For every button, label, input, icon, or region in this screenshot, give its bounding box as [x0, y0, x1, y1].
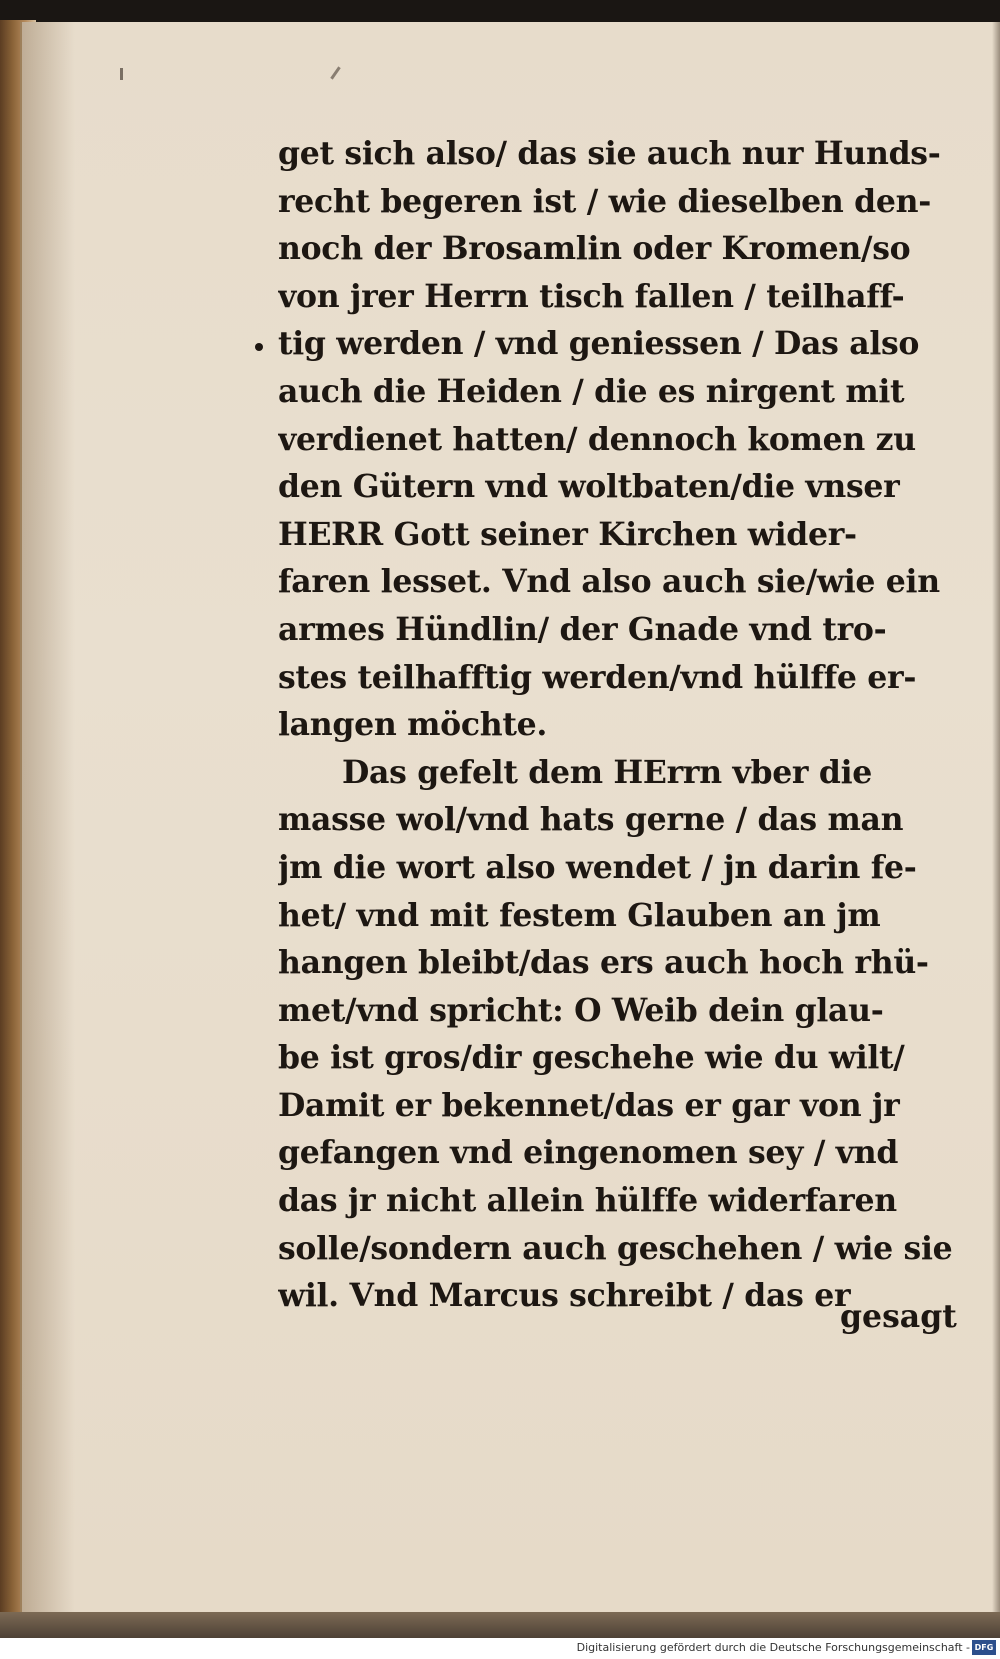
text-line: das jr nicht allein hülffe widerfaren — [278, 1182, 897, 1220]
text-line: get sich also/ das sie auch nur Hunds- — [278, 135, 941, 172]
text-line: jm die wort also wendet / jn darin fe- — [278, 848, 917, 886]
text-line: met/vnd spricht: O Weib dein glau- — [278, 991, 884, 1029]
footer-credit: Digitalisierung gefördert durch die Deutsche Forschungsgemeinschaft - — [576, 1641, 970, 1654]
paragraph-start-line: Das gefelt dem HErrn vber die — [342, 753, 873, 791]
text-line: solle/sondern auch geschehen / wie sie — [278, 1229, 953, 1267]
text-line: noch der Brosamlin oder Kromen/so — [278, 230, 911, 268]
text-line: tig werden / vnd geniessen / Das also — [278, 325, 920, 363]
margin-dot — [255, 343, 263, 351]
text-line: gefangen vnd eingenomen sey / vnd — [278, 1134, 899, 1172]
text-line: faren lesset. Vnd also auch sie/wie ein — [278, 563, 940, 601]
page-right-edge — [992, 22, 1000, 1618]
text-line: HERR Gott seiner Kirchen wider- — [278, 515, 857, 553]
catchword: gesagt — [840, 1298, 957, 1335]
text-line: hangen bleibt/das ers auch hoch rhü- — [278, 944, 929, 982]
scan-top-border — [0, 0, 1000, 22]
dfg-logo: DFG — [972, 1640, 996, 1655]
text-line: langen möchte. — [278, 706, 547, 744]
digitization-footer — [0, 1638, 1000, 1659]
text-line: von jrer Herrn tisch fallen / teilhaff- — [278, 277, 905, 315]
text-line: recht begeren ist / wie dieselben den- — [278, 182, 932, 220]
text-line: be ist gros/dir geschehe wie du wilt/ — [278, 1039, 905, 1077]
text-line: Damit er bekennet/das er gar von jr — [278, 1086, 900, 1124]
text-line: den Gütern vnd woltbaten/die vnser — [278, 468, 900, 506]
text-line: het/ vnd mit festem Glauben an jm — [278, 896, 881, 934]
text-line: masse wol/vnd hats gerne / das man — [278, 801, 904, 839]
text-line: auch die Heiden / die es nirgent mit — [278, 372, 905, 410]
body-text — [278, 130, 974, 1320]
text-line: armes Hündlin/ der Gnade vnd tro- — [278, 610, 887, 648]
text-line: stes teilhafftig werden/vnd hülffe er- — [278, 658, 917, 696]
gutter-shadow — [20, 22, 75, 1618]
text-line: verdienet hatten/ dennoch komen zu — [278, 420, 916, 458]
scan-bottom-edge — [0, 1612, 1000, 1640]
text-line: wil. Vnd Marcus schreibt / das er — [278, 1277, 851, 1315]
margin-mark — [120, 68, 123, 80]
